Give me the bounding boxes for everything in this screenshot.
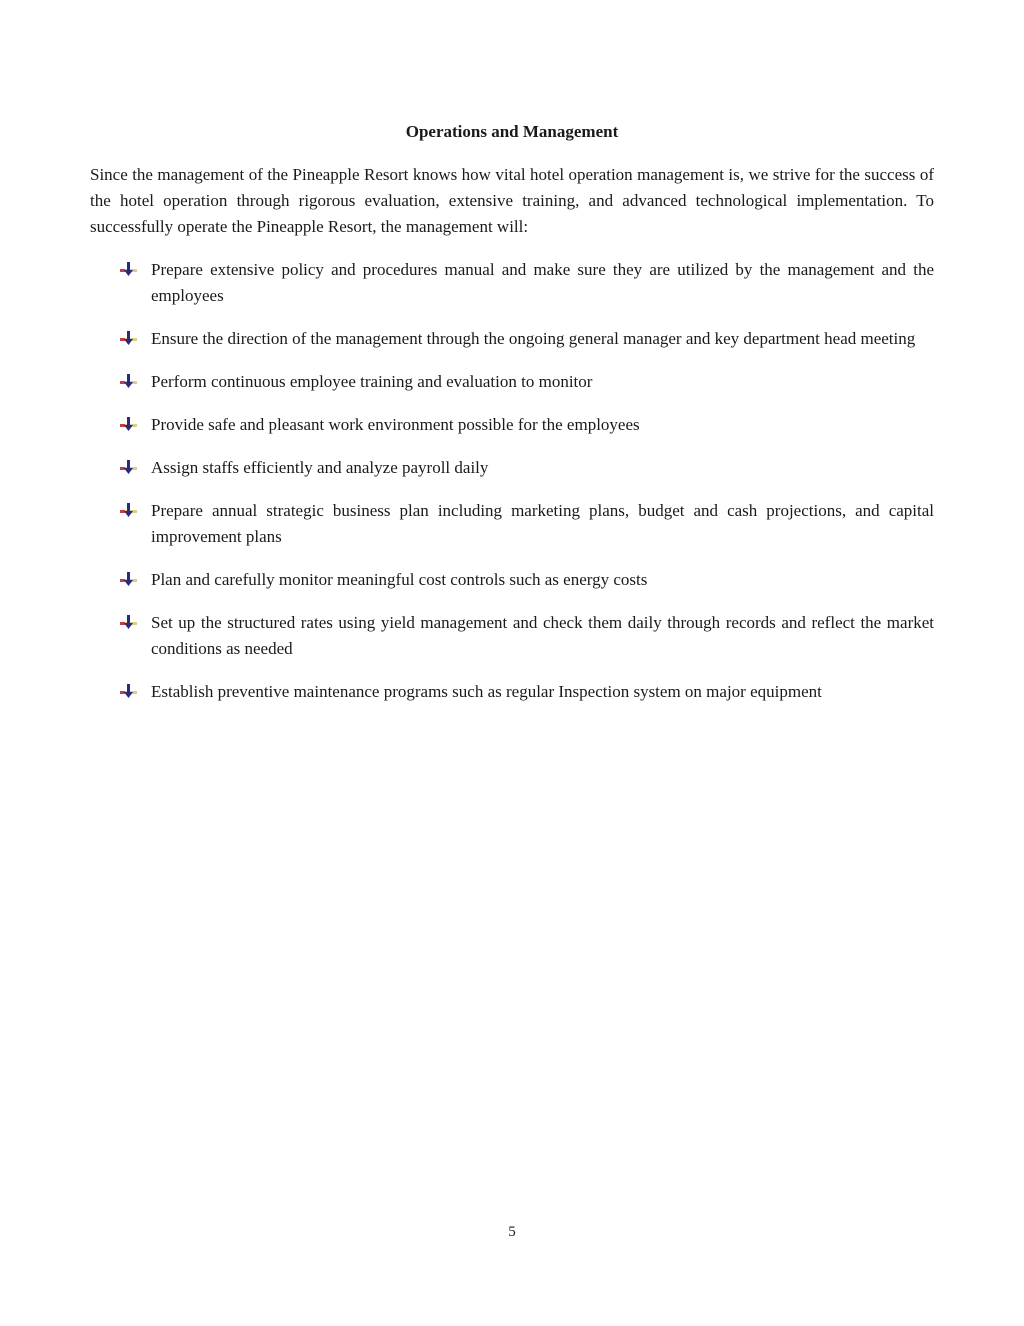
list-item bbox=[120, 455, 934, 481]
list-item bbox=[120, 567, 934, 593]
arrow-down-bullet-icon bbox=[120, 331, 137, 346]
list-item-text: Prepare annual strategic business plan including marketing plans, budget and cash projections, and capital improvement plans bbox=[151, 501, 934, 546]
list-item-text: Perform continuous employee training and evaluation to monitor bbox=[151, 372, 593, 391]
list-item-text: Prepare extensive policy and procedures manual and make sure they are utilized by the management and the employees bbox=[151, 260, 934, 305]
bullet-list bbox=[120, 257, 934, 722]
arrow-down-bullet-icon bbox=[120, 615, 137, 630]
list-item bbox=[120, 257, 934, 309]
list-item bbox=[120, 679, 934, 705]
list-item-text: Ensure the direction of the management through the ongoing general manager and key department head meeting bbox=[151, 329, 916, 348]
arrow-down-bullet-icon bbox=[120, 417, 137, 432]
list-item-text: Assign staffs efficiently and analyze payroll daily bbox=[151, 458, 489, 477]
arrow-down-bullet-icon bbox=[120, 262, 137, 277]
intro-paragraph: Since the management of the Pineapple Resort knows how vital hotel operation management is, we strive for the success of the hotel operation through rigorous evaluation, extensive training, and advanced technological implementation. To successfully operate the Pineapple Resort, the management will: bbox=[90, 165, 934, 236]
list-item-text: Set up the structured rates using yield management and check them daily through records and reflect the market conditions as needed bbox=[151, 613, 934, 658]
list-item-text: Plan and carefully monitor meaningful cost controls such as energy costs bbox=[151, 570, 648, 589]
page-number: 5 bbox=[508, 1224, 516, 1240]
arrow-down-bullet-icon bbox=[120, 684, 137, 699]
arrow-down-bullet-icon bbox=[120, 503, 137, 518]
page-title: Operations and Management bbox=[405, 122, 619, 141]
arrow-down-bullet-icon bbox=[120, 374, 137, 389]
list-item bbox=[120, 369, 934, 395]
list-item-text: Provide safe and pleasant work environment possible for the employees bbox=[151, 415, 640, 434]
arrow-down-bullet-icon bbox=[120, 460, 137, 475]
list-item bbox=[120, 498, 934, 550]
list-item bbox=[120, 326, 934, 352]
list-item-text: Establish preventive maintenance programs such as regular Inspection system on major equipment bbox=[151, 682, 822, 701]
list-item bbox=[120, 610, 934, 662]
arrow-down-bullet-icon bbox=[120, 572, 137, 587]
list-item bbox=[120, 412, 934, 438]
